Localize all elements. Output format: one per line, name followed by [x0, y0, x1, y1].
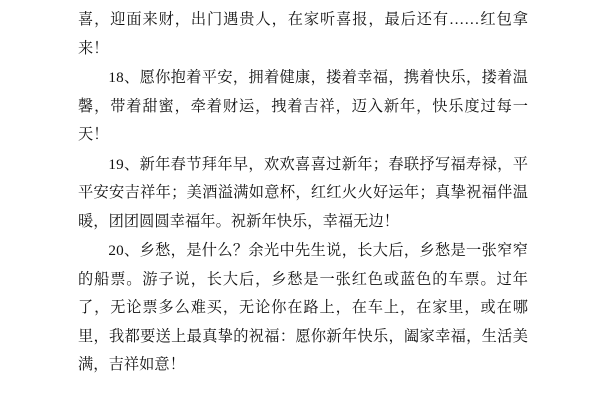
paragraph-item-20: 20、乡愁，是什么？余光中先生说，长大后，乡愁是一张窄窄的船票。游子说，长大后，乡愁是一张红色或蓝色的车票。过年了，无论票多么难买，无论你在路上，在车上，在家里，或在哪里，我都要送上最真挚的祝福：愿你新年快乐，阖家幸福，生活美满，吉祥如意！ [78, 242, 528, 373]
paragraph-item-18: 18、愿你抱着平安，拥着健康，搂着幸福，携着快乐，搂着温馨，带着甜蜜，牵着财运，拽着吉祥，迈入新年，快乐度过每一天！ [78, 69, 528, 143]
paragraph-item-19: 19、新年春节拜年早，欢欢喜喜过新年；春联抒写福寿禄，平平安安吉祥年；美酒溢满如意杯，红红火火好运年；真挚祝福伴温暖，团团圆圆幸福年。祝新年快乐，幸福无边！ [78, 155, 528, 230]
paragraph-continuation: 喜，迎面来财，出门遇贵人，在家听喜报，最后还有……红包拿来！ [78, 11, 528, 57]
